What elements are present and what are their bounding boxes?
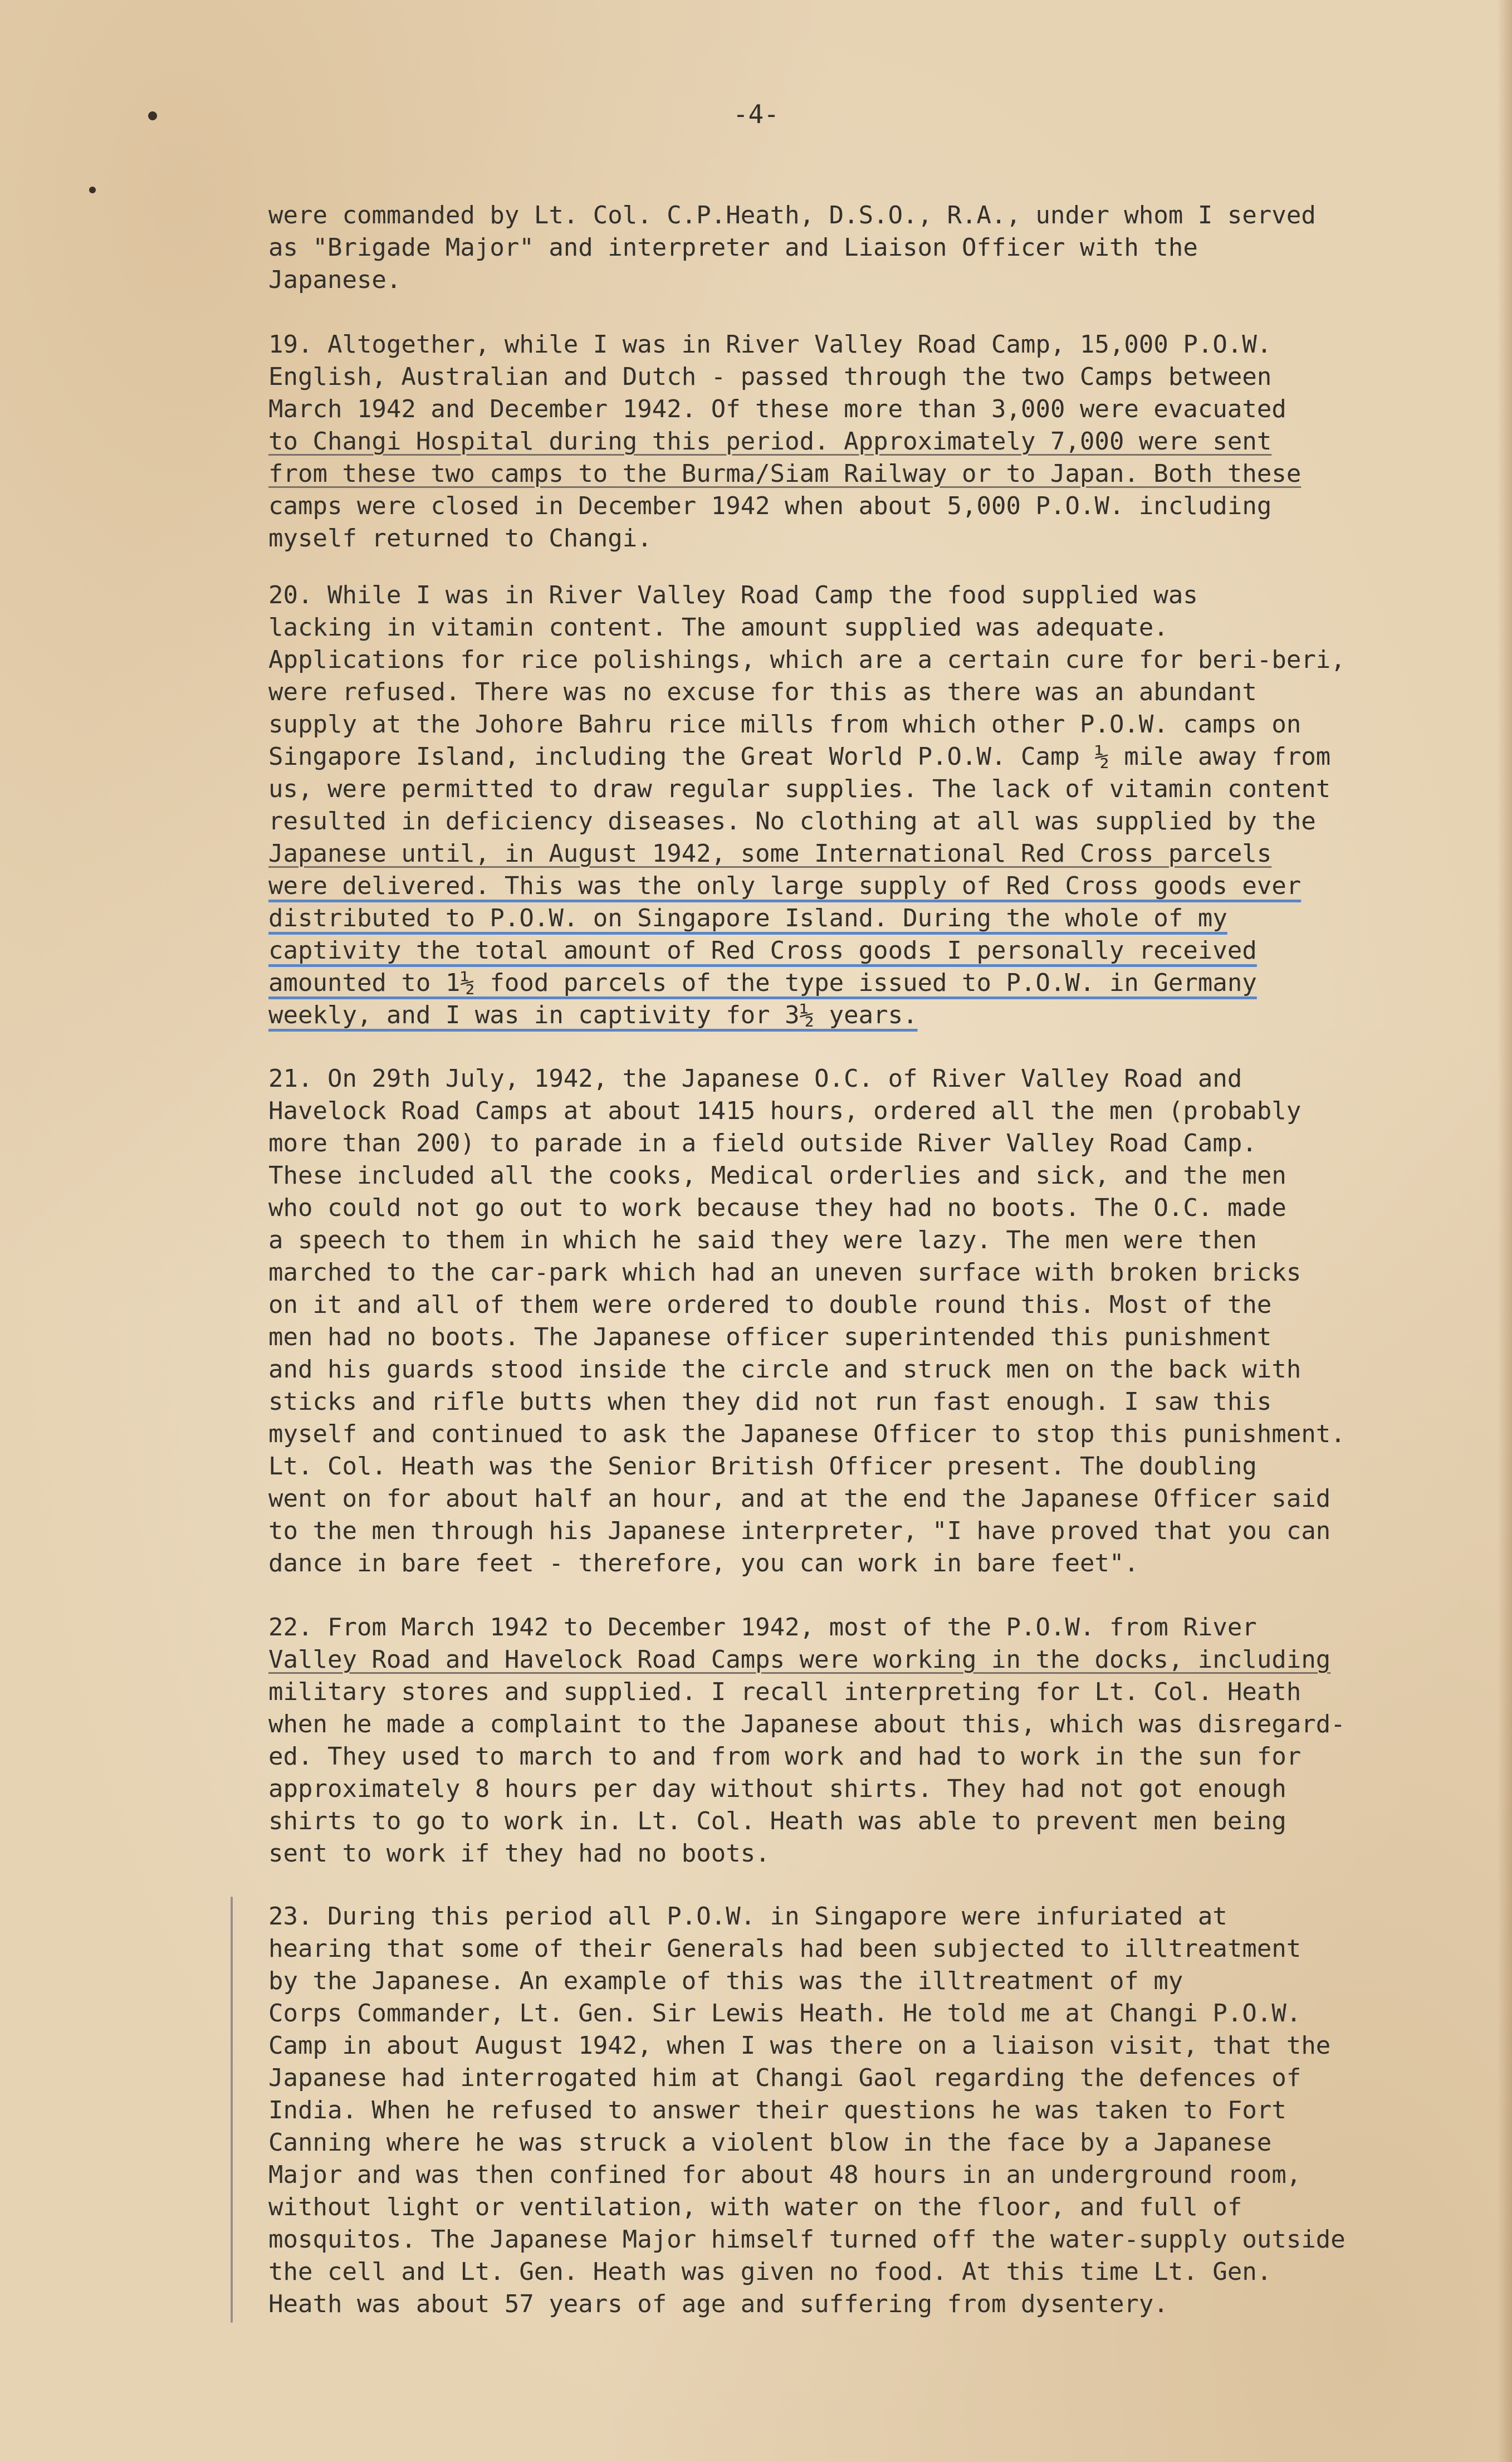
text-line: camps were closed in December 1942 when about 5,000 P.O.W. including: [268, 492, 1272, 520]
text-line: Valley Road and Havelock Road Camps were working in the docks, including: [268, 1645, 1331, 1674]
text-line: supply at the Johore Bahru rice mills from which other P.O.W. camps on: [268, 710, 1301, 739]
text-line: March 1942 and December 1942. Of these more than 3,000 were evacuated: [268, 395, 1286, 423]
text-line: went on for about half an hour, and at the end the Japanese Officer said: [268, 1484, 1331, 1513]
text-line: 22. From March 1942 to December 1942, most of the P.O.W. from River: [268, 1613, 1257, 1642]
text-line: more than 200) to parade in a field outside River Valley Road Camp.: [268, 1129, 1257, 1157]
text-line: from these two camps to the Burma/Siam Railway or to Japan. Both these: [268, 460, 1301, 488]
text-line: Canning where he was struck a violent blow in the face by a Japanese: [268, 2128, 1272, 2157]
page-edge-shadow: [1498, 0, 1512, 2462]
text-line: Lt. Col. Heath was the Senior British Officer present. The doubling: [268, 1452, 1257, 1481]
punch-hole: [89, 187, 96, 193]
text-line: 20. While I was in River Valley Road Camp the food supplied was: [268, 581, 1198, 609]
text-line: us, were permitted to draw regular supplies. The lack of vitamin content: [268, 775, 1331, 803]
text-line: These included all the cooks, Medical orderlies and sick, and the men: [268, 1161, 1286, 1190]
text-line: captivity the total amount of Red Cross goods I personally received: [268, 936, 1257, 965]
text-line: myself and continued to ask the Japanese Officer to stop this punishment.: [268, 1420, 1345, 1448]
text-line: ed. They used to march to and from work and had to work in the sun for: [268, 1742, 1301, 1771]
text-line: when he made a complaint to the Japanese about this, which was disregard-: [268, 1710, 1345, 1738]
text-line: Heath was about 57 years of age and suffering from dysentery.: [268, 2290, 1168, 2318]
text-line: 19. Altogether, while I was in River Valley Road Camp, 15,000 P.O.W.: [268, 330, 1272, 359]
text-line: Singapore Island, including the Great World P.O.W. Camp ½ mile away from: [268, 742, 1331, 771]
text-line: English, Australian and Dutch - passed through the two Camps between: [268, 363, 1272, 391]
text-line: mosquitos. The Japanese Major himself turned off the water-supply outside: [268, 2225, 1345, 2254]
text-line: as "Brigade Major" and interpreter and Liaison Officer with the: [268, 233, 1198, 262]
text-line: Major and was then confined for about 48 hours in an underground room,: [268, 2161, 1301, 2189]
text-line: dance in bare feet - therefore, you can work in bare feet".: [268, 1549, 1139, 1577]
text-line: military stores and supplied. I recall interpreting for Lt. Col. Heath: [268, 1678, 1301, 1706]
text-line: by the Japanese. An example of this was the illtreatment of my: [268, 1967, 1183, 1995]
text-line: without light or ventilation, with water on the floor, and full of: [268, 2193, 1242, 2221]
text-line: hearing that some of their Generals had been subjected to illtreatment: [268, 1935, 1301, 1963]
text-line: sent to work if they had no boots.: [268, 1839, 770, 1868]
text-line: to Changi Hospital during this period. Approximately 7,000 were sent: [268, 427, 1272, 456]
text-line: resulted in deficiency diseases. No clothing at all was supplied by the: [268, 807, 1316, 836]
text-line: approximately 8 hours per day without shirts. They had not got enough: [268, 1775, 1286, 1803]
text-line: 21. On 29th July, 1942, the Japanese O.C. of River Valley Road and: [268, 1064, 1242, 1093]
text-line: the cell and Lt. Gen. Heath was given no food. At this time Lt. Gen.: [268, 2258, 1272, 2286]
text-line: marched to the car-park which had an uneven surface with broken bricks: [268, 1258, 1301, 1287]
text-line: shirts to go to work in. Lt. Col. Heath was able to prevent men being: [268, 1807, 1286, 1835]
text-line: a speech to them in which he said they were lazy. The men were then: [268, 1226, 1257, 1254]
text-line: Camp in about August 1942, when I was there on a liaison visit, that the: [268, 2031, 1331, 2060]
text-line: men had no boots. The Japanese officer superintended this punishment: [268, 1323, 1272, 1351]
text-line: 23. During this period all P.O.W. in Singapore were infuriated at: [268, 1902, 1227, 1931]
text-line: Corps Commander, Lt. Gen. Sir Lewis Heath. He told me at Changi P.O.W.: [268, 1999, 1301, 2028]
text-line: India. When he refused to answer their questions he was taken to Fort: [268, 2096, 1286, 2124]
page-number: -4-: [732, 99, 780, 129]
text-line: weekly, and I was in captivity for 3½ years.: [268, 1001, 918, 1029]
text-line: were commanded by Lt. Col. C.P.Heath, D.S.O., R.A., under whom I served: [268, 201, 1316, 229]
text-line: and his guards stood inside the circle and struck men on the back with: [268, 1355, 1301, 1384]
text-line: Japanese until, in August 1942, some International Red Cross parcels: [268, 839, 1272, 868]
text-line: were refused. There was no excuse for this as there was an abundant: [268, 678, 1257, 706]
text-line: Havelock Road Camps at about 1415 hours, ordered all the men (probably: [268, 1097, 1301, 1125]
text-line: Applications for rice polishings, which are a certain cure for beri-beri,: [268, 646, 1345, 674]
text-line: distributed to P.O.W. on Singapore Island. During the whole of my: [268, 904, 1227, 932]
text-line: Japanese.: [268, 266, 402, 294]
text-line: lacking in vitamin content. The amount supplied was adequate.: [268, 613, 1168, 642]
margin-mark: [231, 1897, 233, 2323]
text-line: on it and all of them were ordered to double round this. Most of the: [268, 1291, 1272, 1319]
text-line: myself returned to Changi.: [268, 524, 652, 553]
text-line: amounted to 1½ food parcels of the type issued to P.O.W. in Germany: [268, 969, 1257, 997]
text-line: Japanese had interrogated him at Changi Gaol regarding the defences of: [268, 2064, 1301, 2092]
text-line: sticks and rifle butts when they did not run fast enough. I saw this: [268, 1388, 1272, 1416]
text-line: who could not go out to work because they had no boots. The O.C. made: [268, 1194, 1286, 1222]
text-line: were delivered. This was the only large supply of Red Cross goods ever: [268, 872, 1301, 900]
text-line: to the men through his Japanese interpreter, "I have proved that you can: [268, 1517, 1331, 1545]
